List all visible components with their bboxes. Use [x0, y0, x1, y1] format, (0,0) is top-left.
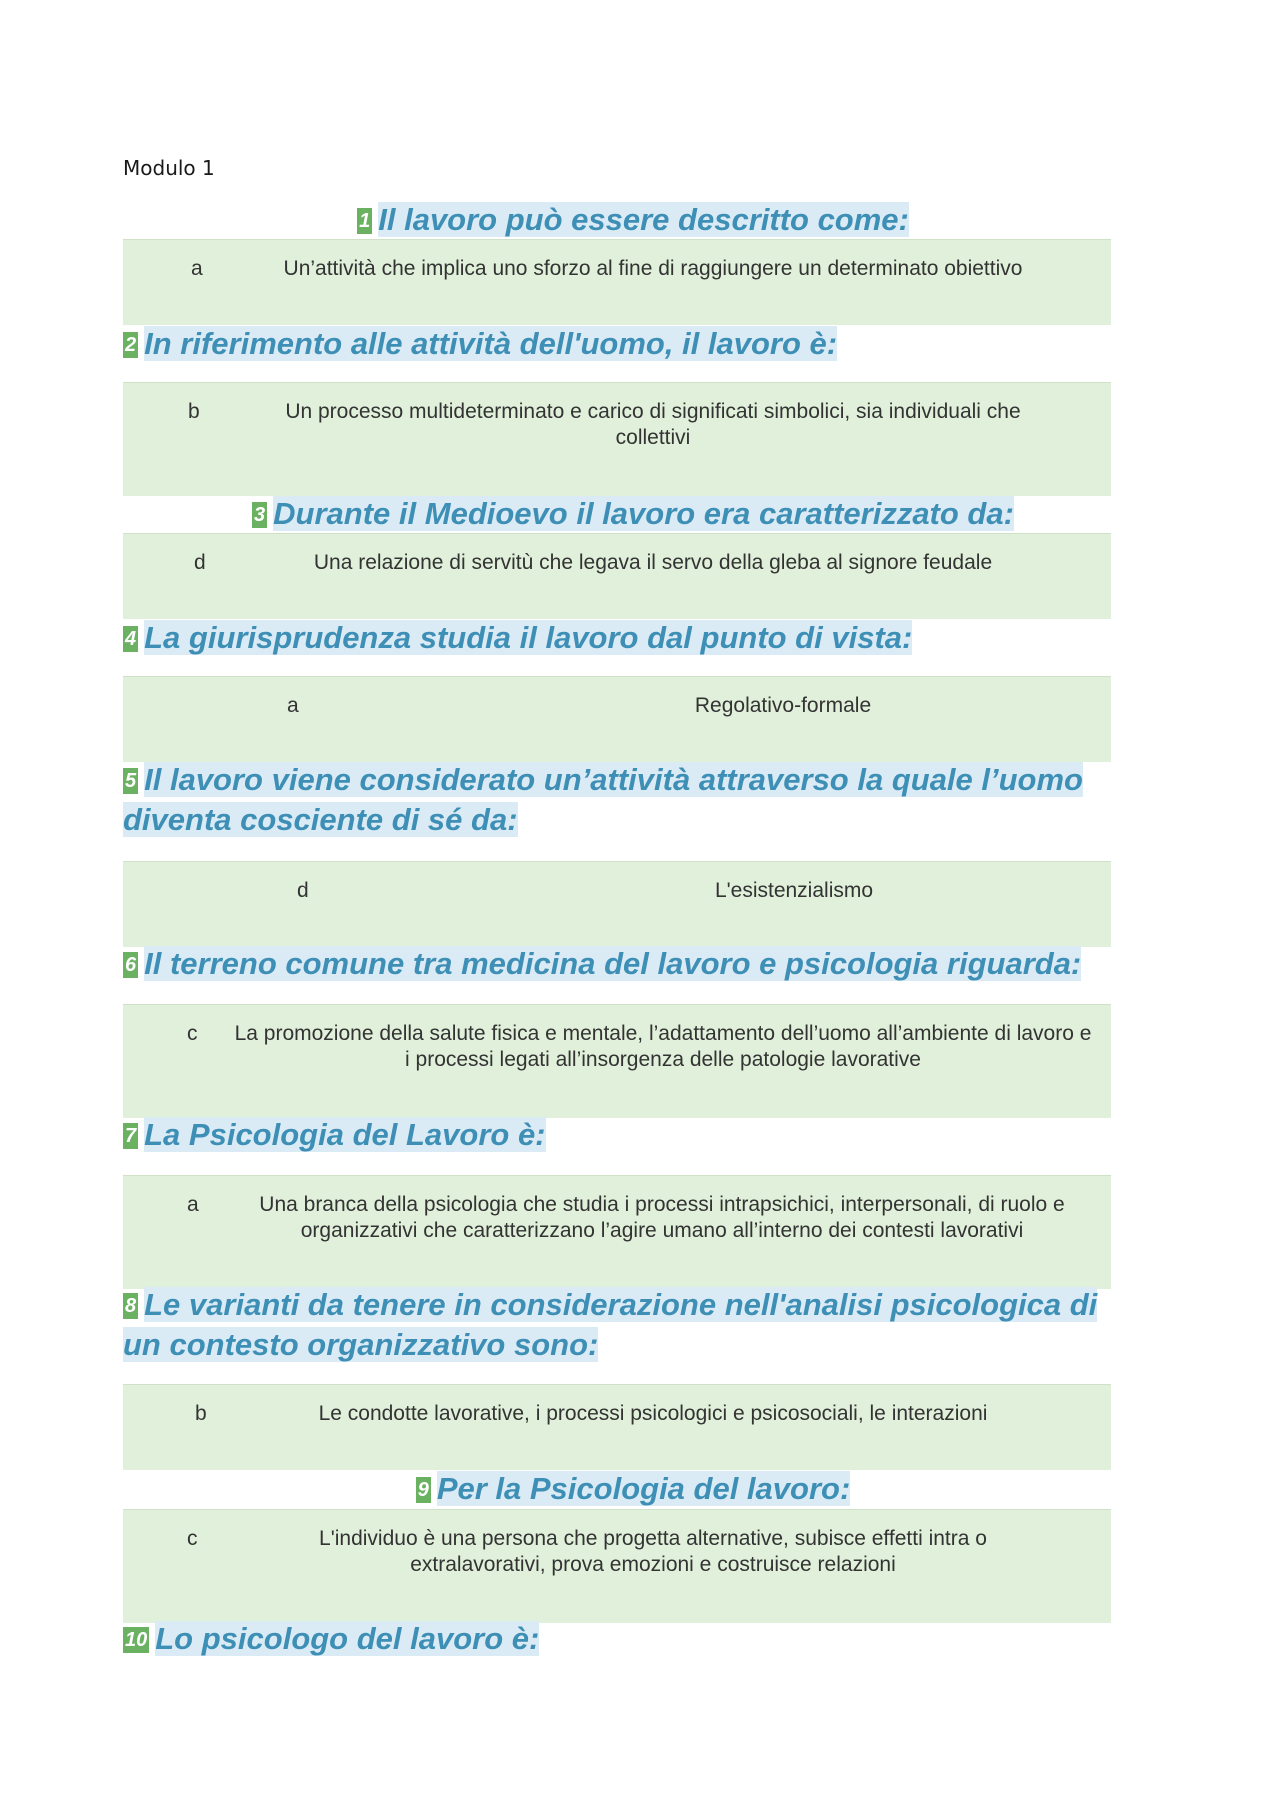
- question-10: [123, 1619, 1143, 1659]
- answer-box-6: [123, 1004, 1111, 1118]
- question-6: [123, 944, 1143, 984]
- question-text: Lo psicologo del lavoro è:: [155, 1621, 540, 1656]
- answer-letter: b: [195, 1402, 207, 1425]
- question-text: Durante il Medioevo il lavoro era caratterizzato da:: [273, 496, 1014, 531]
- question-4: [123, 618, 1143, 658]
- question-number-badge: 5: [125, 770, 137, 792]
- module-title: Modulo 1: [123, 156, 215, 180]
- question-number-badge: 7: [125, 1125, 137, 1147]
- question-9: [123, 1469, 1143, 1509]
- question-text: Le varianti da tenere in considerazione nell'analisi psicologica di un contesto organizzativo sono:: [123, 1287, 1098, 1362]
- question-number-badge: 9: [417, 1479, 429, 1501]
- question-text: La Psicologia del Lavoro è:: [144, 1117, 546, 1152]
- question-number-badge: 10: [125, 1629, 148, 1651]
- question-8: [123, 1285, 1143, 1365]
- answer-text: La promozione della salute fisica e mentale, l’adattamento dell’uomo all’ambiente di lavoro e i processi legati all’insorgenza delle patologie lavorative: [234, 1022, 1092, 1071]
- answer-text: L'esistenzialismo: [714, 879, 874, 902]
- question-2: [123, 324, 1143, 364]
- answer-text: Le condotte lavorative, i processi psicologici e psicosociali, le interazioni: [318, 1402, 988, 1425]
- answer-letter: d: [297, 879, 309, 902]
- question-number-badge: 6: [125, 954, 137, 976]
- answer-box-8: [123, 1384, 1111, 1470]
- question-text: Per la Psicologia del lavoro:: [436, 1471, 851, 1506]
- answer-box-7: [123, 1175, 1111, 1289]
- answer-letter: d: [194, 551, 206, 574]
- answer-text: Una relazione di servitù che legava il servo della gleba al signore feudale: [313, 551, 993, 574]
- answer-box-4: [123, 676, 1111, 762]
- answer-text: Una branca della psicologia che studia i processi intrapsichici, interpersonali, di ruolo e organizzativi che caratterizzano l’agire umano all’interno dei contesti lavorativi: [259, 1193, 1065, 1242]
- question-number-badge: 4: [125, 628, 137, 650]
- answer-text: L'individuo è una persona che progetta alternative, subisce effetti intra o extralavorativi, prova emozioni e costruisce relazioni: [319, 1527, 987, 1576]
- question-1: [123, 200, 1143, 240]
- answer-text: Regolativo-formale: [694, 694, 872, 717]
- answer-box-5: [123, 861, 1111, 947]
- answer-letter: c: [187, 1022, 198, 1045]
- answer-box-3: [123, 533, 1111, 619]
- question-number-badge: 8: [125, 1295, 137, 1317]
- answer-text: Un processo multideterminato e carico di significati simbolici, sia individuali che collettivi: [285, 400, 1021, 449]
- question-5: [123, 760, 1143, 840]
- question-number-badge: 1: [359, 210, 371, 232]
- answer-box-1: [123, 239, 1111, 325]
- question-text: La giurisprudenza studia il lavoro dal punto di vista:: [144, 620, 913, 655]
- answer-box-2: [123, 382, 1111, 496]
- answer-letter: c: [187, 1527, 198, 1550]
- answer-box-9: [123, 1509, 1111, 1623]
- answer-letter: b: [188, 400, 200, 423]
- answer-letter: a: [287, 694, 299, 717]
- question-text: Il lavoro può essere descritto come:: [378, 202, 909, 237]
- question-3: [123, 494, 1143, 534]
- answer-text: Un’attività che implica uno sforzo al fine di raggiungere un determinato obiettivo: [283, 257, 1023, 280]
- question-number-badge: 2: [125, 334, 137, 356]
- answer-letter: a: [191, 257, 203, 280]
- question-text: In riferimento alle attività dell'uomo, il lavoro è:: [144, 326, 838, 361]
- question-7: [123, 1115, 1143, 1155]
- question-text: Il terreno comune tra medicina del lavoro e psicologia riguarda:: [144, 946, 1082, 981]
- question-number-badge: 3: [254, 504, 266, 526]
- answer-letter: a: [187, 1193, 199, 1216]
- question-text: Il lavoro viene considerato un’attività attraverso la quale l’uomo diventa cosciente di sé da:: [123, 762, 1083, 837]
